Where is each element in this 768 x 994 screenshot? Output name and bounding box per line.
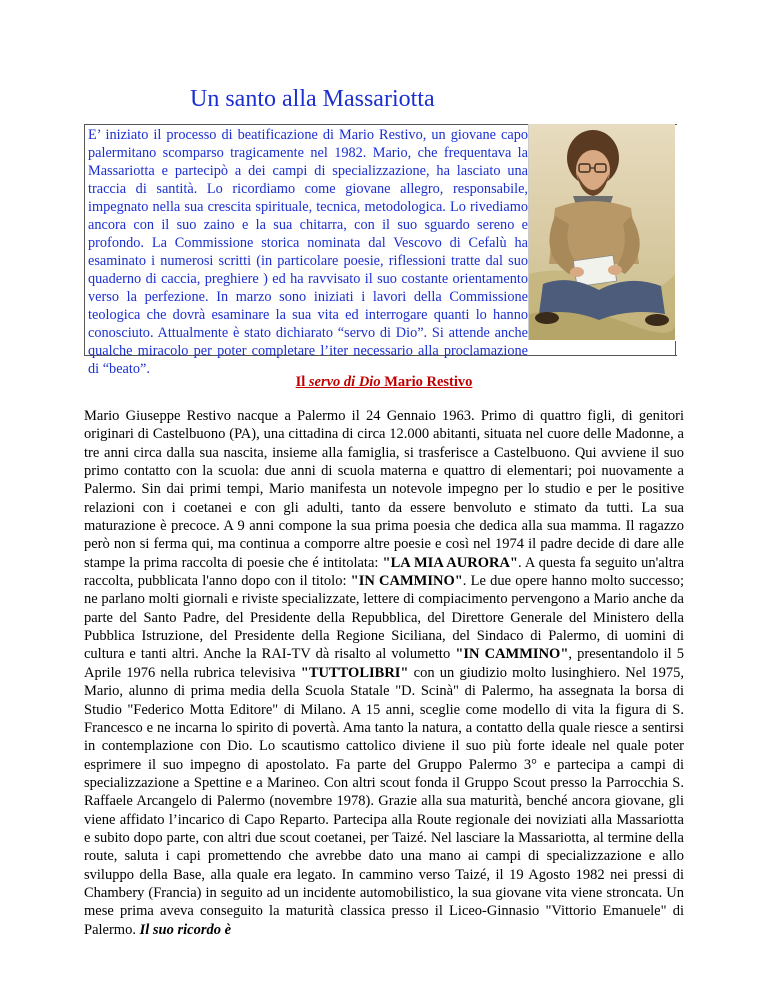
body-text-run: , presentandolo il 5 Aprile 1976 nella rubrica televisiva <box>84 646 684 681</box>
book-title: "LA MIA AURORA" <box>382 554 518 571</box>
heading-italic: servo di Dio <box>308 374 381 390</box>
book-title: "IN CAMMINO" <box>455 646 569 663</box>
page-title: Un santo alla Massariotta <box>190 86 435 112</box>
biography-paragraph <box>84 407 684 939</box>
tv-program-title: "TUTTOLIBRI" <box>300 664 409 681</box>
section-heading <box>0 374 768 391</box>
intro-paragraph: E’ iniziato il processo di beatificazione di Mario Restivo, un giovane capo palermitano scomparso tragicamente nel 1982. Mario, che frequentava la Massariotta e partecipò a dei campi di specializzazione, ha lasciato una traccia di santità. Lo ricordiamo come giovane allegro, responsabile, impegnato nella sua crescita spirituale, tecnica, metodologica. Lo rivediamo ancora con il suo zaino e la sua chitarra, con il suo sguardo sereno e profondo. La Commissione storica nominata dal Vescovo di Cefalù ha esaminato i numerosi scritti (in particolare poesie, riflessioni tratte dal suo quaderno di caccia, preghiere ) ed ha ravvisato il suo costante orientamento verso la perfezione. In marzo sono iniziati i lavori della Commissione teologica che dovrà esaminare la sua vita ed interrogare quanti lo hanno conosciuto. Attualmente è stato dichiarato “servo di Dio”. Si attende anche qualche miracolo per poter completare l’iter necessario alla proclamazione di “beato”. <box>88 127 528 377</box>
body-text-run: con un giudizio molto lusinghiero. Nel 1975, Mario, alunno di prima media della Scuola Statale "D. Scinà" di Palermo, ha assegnata la borsa di Studio "Federico Motta Editore" di Milano. A 15 anni, sceglie come modello di vita la figura di S. Francesco e ne incarna lo spirito di povertà. Ama tanto la natura, a contatto della quale riesce a sentirsi in contemplazione con Dio. Lo scautismo cattolico diviene il suo più forte ideale nel quale poter esprimere il suo impegno di apostolato. Fa parte del Gruppo Palermo 3° e partecipa a campi di specializzazione a Spettine e a Marineo. Con altri scout fonda il Gruppo Scout presso la Parrocchia S. Raffaele Arcangelo di Palermo (novembre 1978). Grazie alla sua maturità, benché ancora giovane, gli viene affidato l’incarico di Capo Reparto. Partecipa alla Route regionale dei noviziati alla Massariotta e subito dopo parte, con altri due scout coetanei, per Taizé. Nel lasciare la Massariotta, al termine della route, saluta i capi promettendo che avrebbe dato una mano ai campi di specializzazione e allo sviluppo della Base, alla quale era legato. In cammino verso Taizé, il 19 Agosto 1982 nei pressi di Chambery (Francia) in seguito ad un incidente automobilistico, la sua giovane vita viene stroncata. Un mese prima aveva conseguito la maturità classica presso il Liceo-Ginnasio "Vittorio Emanuele" di Palermo. <box>84 664 685 938</box>
body-text-run: . A questa fa seguito un'altra raccolta, pubblicata l'anno dopo con il titolo: <box>84 554 685 590</box>
body-text-run: Mario Giuseppe Restivo nacque a Palermo il 24 Gennaio 1963. Primo di quattro figli, di genitori originari di Castelbuono (PA), una cittadina di circa 12.000 abitanti, situata nel cuore delle Madonne, a tre anni circa dalla sua nascita, insieme alla famiglia, si trasferisce a Castelbuono. Qui avviene il suo primo contatto con la scuola: due anni di scuola materna e quattro di elementari; poi nuovamente a Palermo. Sin dai primi tempi, Mario manifesta un notevole impegno per lo studio e per le positive relazioni con i coetanei e con gli adulti, tanto da essere benvoluto e stimato da tutti. La sua maturazione è precoce. A 9 anni compone la sua prima poesia che dedica alla sua mamma. Il ragazzo però non si ferma qui, ma continua a comporre altre poesie e così nel 1974 il padre decide di dare alle stampe la prima raccolta di poesie che é intitolata: <box>84 408 684 571</box>
portrait-photo <box>528 124 675 340</box>
box-border-tick <box>675 341 676 355</box>
heading-part: Il <box>295 374 309 390</box>
emphasis-text: Il suo ricordo è <box>139 921 232 938</box>
box-border-tick <box>84 341 85 355</box>
book-title: "IN CAMMINO" <box>350 573 463 590</box>
heading-part: Mario Restivo <box>380 374 473 390</box>
body-text-run: . Le due opere hanno molto successo; ne parlano molti giornali e riviste specializzate, lettere di compiacimento pervengono a Mario anche da parte del Santo Padre, del Presidente della Repubblica, del Direttore Generale del Ministero della Pubblica Istruzione, del Presidente della Regione Siciliana, del Sindaco di Palermo, di uomini di cultura e tanti altri. Anche la RAI-TV dà risalto al volumetto <box>84 573 684 663</box>
